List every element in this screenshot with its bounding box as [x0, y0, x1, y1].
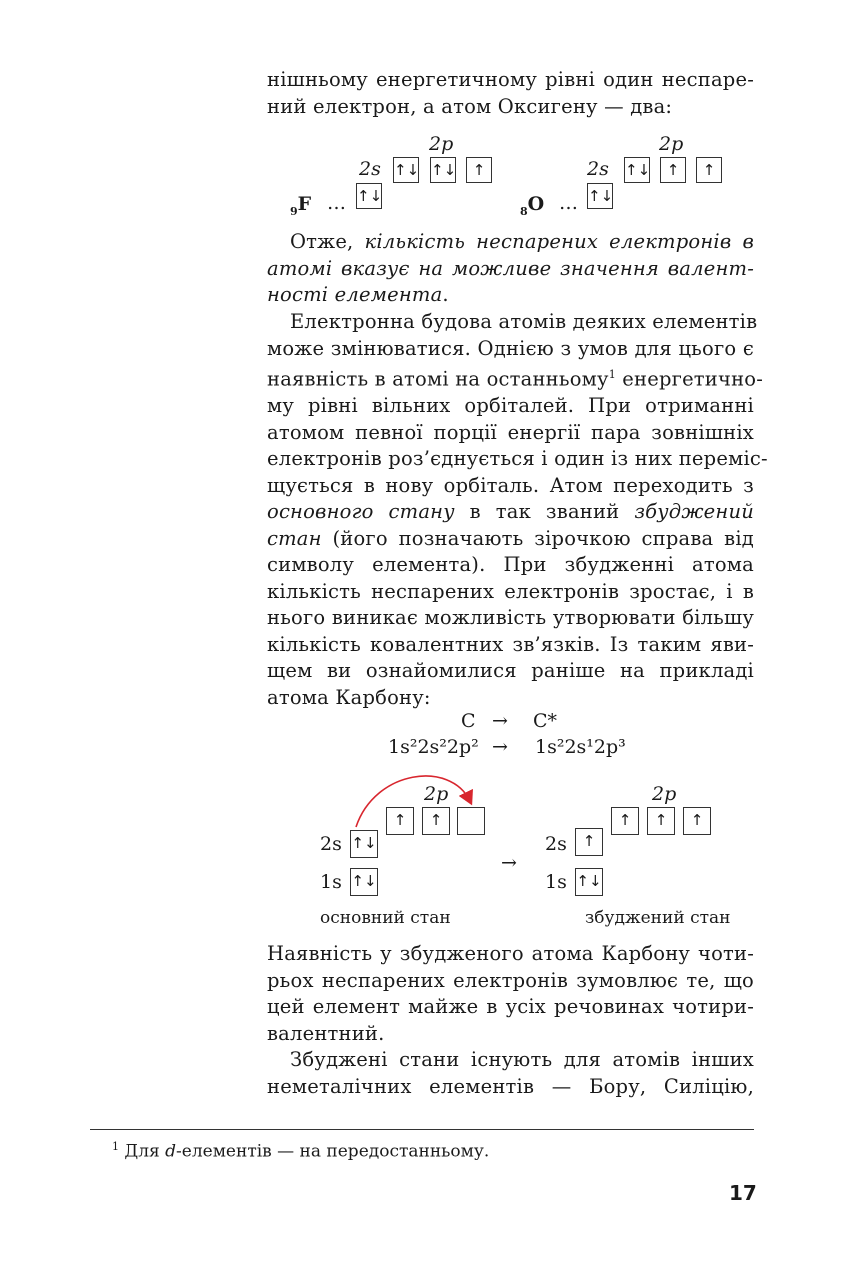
config-ground: 1s²2s²2p²	[388, 736, 479, 758]
text-line: атомом певної порції енергії пара зовнішніх	[267, 420, 754, 444]
orbital-box: ↑	[696, 157, 722, 183]
text-line: нього виникає можливість утворювати більшу	[267, 606, 754, 629]
orbital-box: ↑↓	[393, 157, 419, 183]
orbital-box: ↑↓	[350, 830, 378, 858]
text-line: валентний.	[267, 1021, 385, 1045]
text-line: Отже, кількість неспарених електронів в	[290, 230, 754, 253]
arrow-icon: →	[492, 736, 508, 758]
label-2s: 2s	[587, 158, 609, 180]
label-2p: 2p	[652, 783, 677, 805]
oxygen-symbol: $_8$O	[520, 193, 545, 218]
text-line: символу елемента). При збудженні атома	[267, 553, 754, 576]
footnote-divider	[90, 1129, 754, 1130]
orbital-box: ↑↓	[624, 157, 650, 183]
config-excited: 1s²2s¹2p³	[535, 736, 626, 758]
fluorine-symbol: $_9$F	[290, 193, 312, 218]
transition-arrow-icon: →	[501, 852, 517, 874]
label-2p: 2p	[424, 783, 449, 805]
text-line: му рівні вільних орбіталей. При отриманні	[267, 394, 754, 417]
orbital-box: ↑	[386, 807, 414, 835]
text-line: ності елемента.	[267, 283, 449, 306]
text-line: нішньому енергетичному рівні один неспаре-	[267, 68, 754, 91]
symbol-c: C	[461, 710, 476, 732]
paragraph-excited-state	[267, 309, 768, 711]
label-2p: 2p	[659, 133, 684, 155]
text-line: атома Карбону:	[267, 685, 431, 709]
text-line: кількість ковалентних зв’язків. Із таким яви-	[267, 632, 754, 656]
text-line: Збуджені стани існують для атомів інших	[290, 1048, 754, 1071]
text-line: щується в нову орбіталь. Атом переходить з	[267, 473, 754, 497]
text-line: Електронна будова атомів деяких елементів	[290, 310, 758, 333]
orbital-box: ↑	[647, 807, 675, 835]
footnote-marker: 1	[608, 368, 616, 381]
text-line: стан (його позначають зірочкою справа від	[267, 526, 754, 550]
orbital-box: ↑↓	[350, 868, 378, 896]
text-line: неметалічних елементів — Бору, Силіцію,	[267, 1074, 754, 1098]
text-line: ний електрон, а атом Оксигену — два:	[267, 94, 673, 118]
text-line: наявність в атомі на останньому$^1$ енергетично-	[267, 367, 764, 391]
text-line: кількість неспарених електронів зростає, і в	[267, 579, 754, 603]
text-line: може змінюватися. Однією з умов для цього є	[267, 336, 754, 360]
arrow-icon: →	[492, 710, 508, 732]
ellipsis: …	[327, 192, 346, 214]
orbital-box: ↑	[611, 807, 639, 835]
ellipsis: …	[559, 192, 578, 214]
orbital-box: ↑	[466, 157, 492, 183]
orbital-box: ↑↓	[430, 157, 456, 183]
paragraph-conclusion	[267, 229, 754, 309]
orbital-box	[457, 807, 485, 835]
orbital-box: ↑	[660, 157, 686, 183]
label-1s: 1s	[545, 871, 567, 893]
orbital-box: ↑↓	[587, 183, 613, 209]
text-line: електронів роз’єднується і один із них переміс-	[267, 447, 768, 470]
orbital-box: ↑	[575, 828, 603, 856]
text-line: основного стану в так званий збуджений	[267, 500, 754, 523]
caption-excited-state: збуджений стан	[585, 908, 731, 928]
label-2p: 2p	[429, 133, 454, 155]
paragraph-carbon-valence	[267, 941, 754, 1047]
label-2s: 2s	[320, 833, 342, 855]
text-line: щем ви ознайомилися раніше на прикладі	[267, 659, 754, 682]
paragraph-intro	[267, 67, 754, 120]
orbital-box: ↑	[683, 807, 711, 835]
orbital-box: ↑↓	[575, 868, 603, 896]
text-line: Наявність у збудженого атома Карбону чоти-	[267, 942, 754, 965]
label-2s: 2s	[545, 833, 567, 855]
paragraph-other-elements	[267, 1047, 754, 1100]
caption-ground-state: основний стан	[320, 908, 451, 928]
text-line: цей елемент майже в усіх речовинах чотири-	[267, 995, 754, 1018]
text-line: рьох неспарених електронів зумовлює те, що	[267, 968, 754, 992]
orbital-box: ↑	[422, 807, 450, 835]
footnote: $^1$ Для d-елементів — на передостанньому.	[112, 1140, 490, 1162]
orbital-box: ↑↓	[356, 183, 382, 209]
page-number: 17	[729, 1181, 757, 1205]
label-1s: 1s	[320, 871, 342, 893]
text-line: атомі вказує на можливе значення валент-	[267, 256, 754, 280]
label-2s: 2s	[359, 158, 381, 180]
symbol-c-excited: C*	[533, 710, 558, 732]
